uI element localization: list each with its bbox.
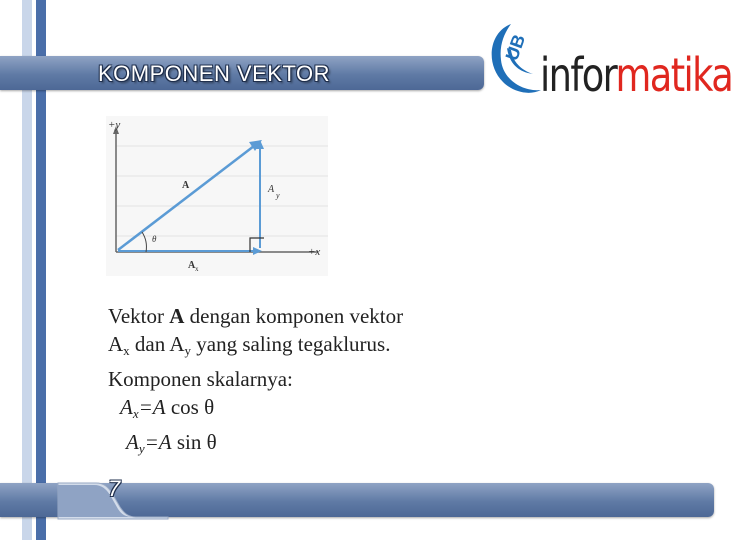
logo-wordmark [540, 48, 732, 102]
body-line-1: Vektor A dengan komponen vektor [108, 304, 404, 328]
slide-body [108, 302, 403, 463]
component-x-sub: x [195, 265, 199, 273]
logo-badge: UB [501, 31, 530, 64]
axis-y-label: +y [108, 119, 121, 131]
component-y-label: A [268, 184, 275, 195]
vector-diagram [106, 116, 328, 276]
component-x-label: A [188, 260, 196, 271]
formula-ay: $A_y=A$ sin θ [126, 430, 217, 456]
slide-title: KOMPONEN VEKTOR [98, 61, 331, 86]
logo-text-red: matika [615, 48, 732, 102]
axis-x-label: +x [308, 246, 321, 258]
component-y-sub: y [276, 191, 280, 200]
page-number: 7 [108, 476, 121, 501]
body-line-3: Komponen skalarnya: [108, 367, 293, 391]
formula-ax: $A_x=A$ cos θ [120, 395, 215, 421]
vector-label: A [182, 180, 190, 191]
body-line-2: $A_x$ dan $A_y$ yang saling tegaklurus. [108, 332, 391, 358]
logo-text-dark: infor [540, 48, 616, 102]
angle-label: θ [152, 234, 157, 244]
